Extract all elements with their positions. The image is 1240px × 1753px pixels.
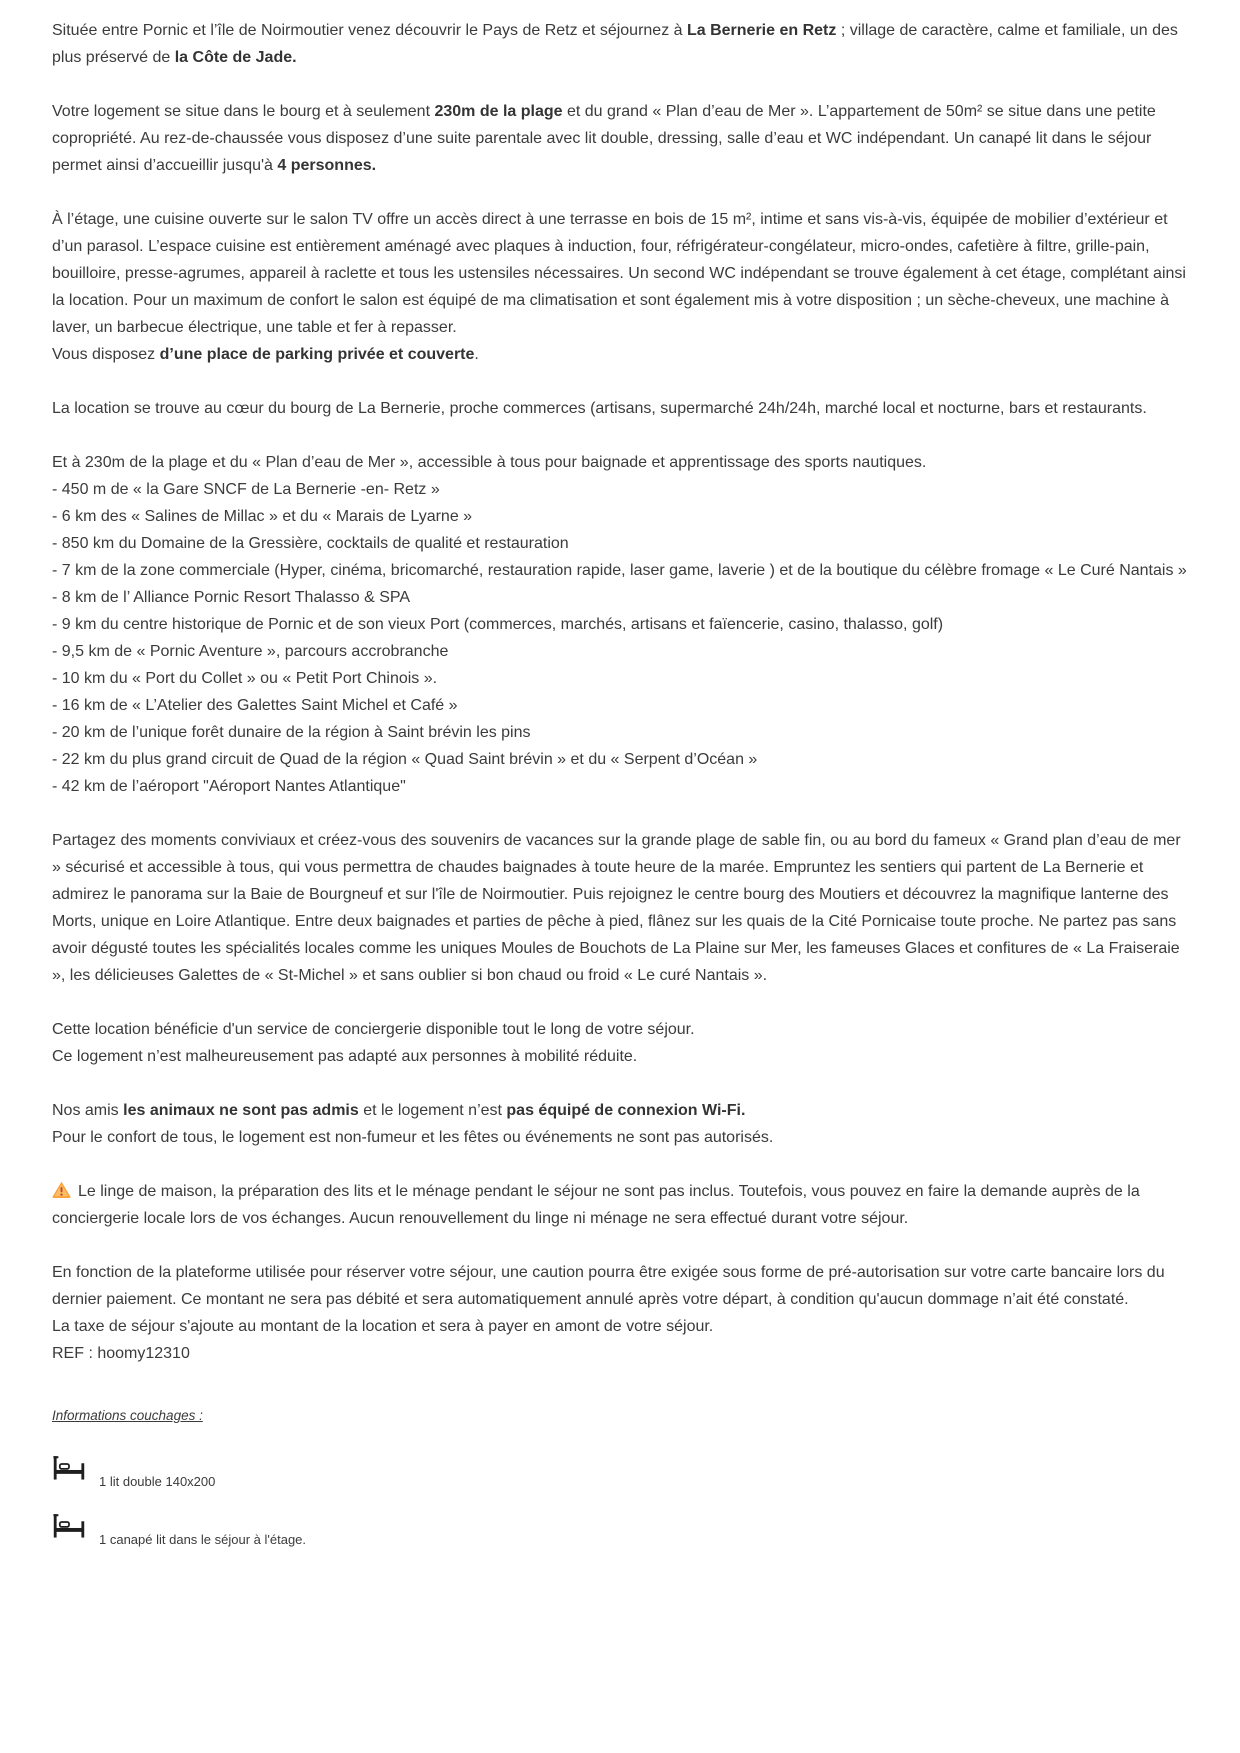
- bold-text-run: 230m de la plage: [434, 103, 563, 120]
- bed-item: [52, 1452, 1188, 1489]
- text-run: REF : hoomy12310: [52, 1345, 190, 1362]
- text-run: - 6 km des « Salines de Millac » et du « Marais de Lyarne »: [52, 508, 473, 525]
- location-bourg-paragraph: [52, 395, 1188, 422]
- distances-list: [52, 449, 1188, 800]
- text-run: - 9,5 km de « Pornic Aventure », parcours accrobranche: [52, 643, 449, 660]
- text-run: À l’étage, une cuisine ouverte sur le salon TV offre un accès direct à une terrasse en bois de 15 m², intime et sans vis-à-vis, équipée de mobilier d’extérieur et d’un parasol. L’espace cuisine est entièrement aménagé avec plaques à induction, four, réfrigérateur-congélateur, micro-ondes, cafetière à filtre, grille-pain, bouilloire, presse-agrumes, appareil à raclette et tous les ustensiles nécessaires. Un second WC indépendant se trouve également à cet étage, complétant ainsi la location. Pour un maximum de confort le salon est équipé de ma climatisation et sont également mis à votre disposition ; un sèche-cheveux, une machine à laver, un barbecue électrique, une table et fer à repasser.: [52, 211, 1186, 336]
- text-run: - 450 m de « la Gare SNCF de La Bernerie -en- Retz »: [52, 481, 440, 498]
- text-run: Le linge de maison, la préparation des lits et le ménage pendant le séjour ne sont pas inclus. Toutefois, vous pouvez en faire la demande auprès de la conciergerie locale lors de vos échanges. Aucun renouvellement du linge ni ménage ne sera effectué durant votre séjour.: [52, 1183, 1140, 1227]
- bed-item-label: 1 lit double 140x200: [99, 1474, 216, 1489]
- text-run: Ce logement n’est malheureusement pas adapté aux personnes à mobilité réduite.: [52, 1048, 638, 1065]
- bed-list: [52, 1452, 1188, 1547]
- listing-description: [52, 17, 1188, 1547]
- text-run: Nos amis: [52, 1102, 124, 1119]
- text-run: - 20 km de l’unique forêt dunaire de la région à Saint brévin les pins: [52, 724, 531, 741]
- text-run: .: [474, 346, 479, 363]
- text-run: Vous disposez: [52, 346, 160, 363]
- regles-paragraph: [52, 1097, 1188, 1151]
- text-run: En fonction de la plateforme utilisée pour réserver votre séjour, une caution pourra être exigée sous forme de pré-autorisation sur votre carte bancaire lors du dernier paiement. Ce montant ne sera pas débité et sera automatiquement annulé après votre départ, à condition qu'aucun dommage n’ait été constaté.: [52, 1264, 1165, 1308]
- sleeping-heading: Informations couchages :: [52, 1408, 203, 1423]
- bold-text-run: pas équipé de connexion Wi-Fi.: [506, 1102, 746, 1119]
- text-run: - 8 km de l’ Alliance Pornic Resort Thalasso & SPA: [52, 589, 411, 606]
- bold-text-run: 4 personnes.: [277, 157, 377, 174]
- etage-paragraph: [52, 206, 1188, 368]
- text-run: - 7 km de la zone commerciale (Hyper, cinéma, bricomarché, restauration rapide, laser game, laverie ) et de la boutique du célèbre fromage « Le Curé Nantais »: [52, 562, 1187, 579]
- text-run: - 850 km du Domaine de la Gressière, cocktails de qualité et restauration: [52, 535, 569, 552]
- warning-icon: [52, 1181, 71, 1198]
- bed-icon: [52, 1452, 86, 1483]
- text-run: Située entre Pornic et l’île de Noirmoutier venez découvrir le Pays de Retz et séjournez à: [52, 22, 687, 39]
- text-run: Cette location bénéficie d'un service de conciergerie disponible tout le long de votre séjour.: [52, 1021, 695, 1038]
- text-run: ; village de caractère, calme et familiale, un des plus préservé de: [52, 22, 1178, 66]
- bed-item: [52, 1510, 1188, 1547]
- text-run: Partagez des moments conviviaux et créez-vous des souvenirs de vacances sur la grande plage de sable fin, ou au bord du fameux « Grand plan d’eau de mer » sécurisé et accessible à tous, qui vous permettra de chaudes baignades à toute heure de la marée. Empruntez les sentiers qui partent de La Bernerie et admirez le panorama sur la Baie de Bourgneuf et sur l'île de Noirmoutier. Puis rejoignez le centre bourg des Moutiers et découvrez la magnifique lanterne des Morts, unique en Loire Atlantique. Entre deux baignades et parties de pêche à pied, flânez sur les quais de la Cité Pornicaise toute proche. Ne partez pas sans avoir dégusté toutes les spécialités locales comme les uniques Moules de Bouchots de La Plaine sur Mer, les fameuses Glaces et confitures de « La Fraiseraie », les délicieuses Galettes de « St-Michel » et sans oublier si bon chaud ou froid « Le curé Nantais ».: [52, 832, 1181, 984]
- bed-icon: [52, 1510, 86, 1541]
- activites-paragraph: [52, 827, 1188, 989]
- caution-paragraph: [52, 1259, 1188, 1367]
- bold-text-run: les animaux ne sont pas admis: [123, 1102, 359, 1119]
- text-run: Votre logement se situe dans le bourg et à seulement: [52, 103, 435, 120]
- conciergerie-paragraph: [52, 1016, 1188, 1070]
- text-run: - 9 km du centre historique de Pornic et de son vieux Port (commerces, marchés, artisans et faïencerie, casino, thalasso, golf): [52, 616, 944, 633]
- bed-item-label: 1 canapé lit dans le séjour à l'étage.: [99, 1532, 307, 1547]
- linge-warning-paragraph: [52, 1178, 1188, 1232]
- text-run: - 22 km du plus grand circuit de Quad de la région « Quad Saint brévin » et du « Serpent d’Océan »: [52, 751, 758, 768]
- logement-paragraph: [52, 98, 1188, 179]
- bold-text-run: d’une place de parking privée et couverte: [159, 346, 475, 363]
- text-run: Pour le confort de tous, le logement est non-fumeur et les fêtes ou événements ne sont pas autorisés.: [52, 1129, 774, 1146]
- text-run: La taxe de séjour s'ajoute au montant de la location et sera à payer en amont de votre séjour.: [52, 1318, 714, 1335]
- text-run: et du grand « Plan d’eau de Mer ». L’appartement de 50m² se situe dans une petite copropriété. Au rez-de-chaussée vous disposez d’une suite parentale avec lit double, dressing, salle d’eau et WC indépendant. Un canapé lit dans le séjour permet ainsi d’accueillir jusqu'à: [52, 103, 1156, 174]
- text-run: Et à 230m de la plage et du « Plan d’eau de Mer », accessible à tous pour baignade et apprentissage des sports nautiques.: [52, 454, 927, 471]
- sleeping-info: [52, 1407, 1188, 1547]
- bold-text-run: la Côte de Jade.: [174, 49, 297, 66]
- text-run: - 42 km de l’aéroport "Aéroport Nantes Atlantique": [52, 778, 406, 795]
- intro-paragraph: [52, 17, 1188, 71]
- text-run: et le logement n’est: [358, 1102, 507, 1119]
- text-run: La location se trouve au cœur du bourg de La Bernerie, proche commerces (artisans, supermarché 24h/24h, marché local et nocturne, bars et restaurants.: [52, 400, 1147, 417]
- paragraphs: [52, 17, 1188, 1367]
- text-run: - 16 km de « L’Atelier des Galettes Saint Michel et Café »: [52, 697, 458, 714]
- bold-text-run: La Bernerie en Retz: [686, 22, 837, 39]
- text-run: - 10 km du « Port du Collet » ou « Petit Port Chinois ».: [52, 670, 438, 687]
